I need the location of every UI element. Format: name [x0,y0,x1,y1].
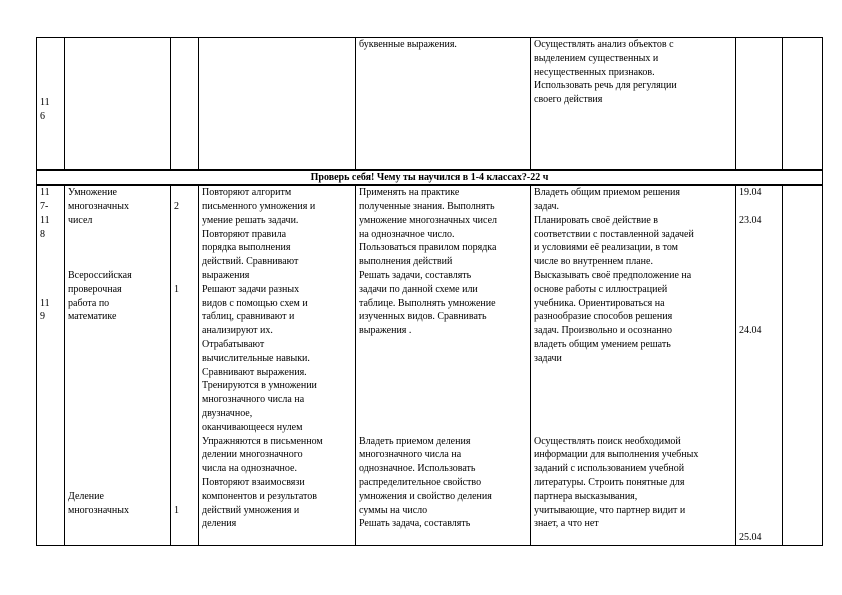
uud-line: Высказывать своё предположение на [534,270,692,282]
planned-result-line: однозначное. Использовать [359,463,476,475]
topic-line: многозначных [68,201,129,213]
date-cell [736,185,783,545]
planned-result-line: задачи по данной схеме или [359,283,478,295]
activity-line: вычислительные навыки. [202,352,310,364]
date-cell [736,38,783,170]
uud-line: литературы. Строить понятные для [534,477,685,489]
topic-line: проверочная [68,283,122,295]
planned-results-cell [356,185,531,545]
lesson-number: 11 [40,187,50,199]
activity-line: Отрабатывают [202,339,265,351]
uud-line: Осуществлять поиск необходимой [534,435,681,447]
uud-line: заданий с использованием учебной [534,463,685,475]
topic-line: Всероссийская [68,270,132,282]
planned-result-line: Пользоваться правилом порядка [359,242,497,254]
activity-line: Сравнивают выражения. [202,366,307,378]
topic-line: математике [68,311,117,323]
hours-value: 1 [174,504,179,516]
fact-date-cell [783,38,823,170]
topic-line: работа по [68,297,110,309]
uud-line: учебника. Ориентироваться на [534,297,665,309]
uud-line: информации для выполнения учебных [534,449,699,461]
uud-line: задач. Произвольно и осознанно [534,325,672,337]
uud-line: несущественных признаков. [534,66,655,78]
lesson-number: 11 [40,97,50,109]
activity-line: Решают задачи разных [202,283,300,295]
uud-line: знает, а что нет [534,518,599,530]
uud-line: Владеть общим приемом решения [534,187,681,199]
activity-line: оканчивающееся нулем [202,421,303,433]
date-value: 25.04 [739,532,762,544]
lesson-number: 9 [40,311,45,323]
activity-line: многозначного числа на [202,394,305,406]
planned-result-line: суммы на число [359,504,428,516]
hours-cell [171,185,199,545]
topic-line: Деление [68,490,104,502]
activity-line: компонентов и результатов [202,490,317,502]
uud-line: Планировать своё действие в [534,214,659,226]
planned-result-line: Решать задачи, составлять [359,270,472,282]
topic-cell [65,185,171,545]
uud-line: задачи [534,352,562,364]
activity-line: Повторяют взаимосвязи [202,477,305,489]
table-row [37,38,823,170]
hours-value: 1 [174,283,179,295]
uud-cell [531,38,736,170]
uud-cell [531,185,736,545]
activity-line: умение решать задачи. [202,214,299,226]
planned-result-line: на однозначное число. [359,228,455,240]
planned-result-line: Владеть приемом деления [359,435,471,447]
lesson-number-cell [37,185,65,545]
activity-line: Тренируются в умножении [202,380,317,392]
table-row [37,185,823,545]
planned-result-line: изученных видов. Сравнивать [359,311,487,323]
uud-line: задач. [534,201,560,213]
activity-line: Повторяют алгоритм [202,187,292,199]
uud-line: владеть общим умением решать [534,339,671,351]
lesson-number: 11 [40,297,50,309]
activity-line: делении многозначного [202,449,303,461]
uud-line: основе работы с иллюстрацией [534,283,668,295]
uud-line: и условиями её реализации, в том [534,242,678,254]
activity-cell [199,185,356,545]
section-title: Проверь себя! Чему ты научился в 1-4 классах?-22 ч [37,170,823,186]
activity-line: порядка выполнения [202,242,291,254]
uud-line: числе во внутреннем плане. [534,256,653,268]
lesson-plan-table [36,37,823,546]
uud-line: Использовать речь для регуляции [534,80,677,92]
planned-result-line: выражения . [359,325,412,337]
activity-line: деления [202,518,237,530]
lesson-number: 6 [40,111,45,123]
topic-cell [65,38,171,170]
activity-line: выражения [202,270,250,282]
uud-line: учитывающие, что партнер видит и [534,504,686,516]
uud-line: своего действия [534,94,603,106]
uud-line: выделением существенных и [534,52,659,64]
planned-result-line: Решать задача, составлять [359,518,471,530]
activity-line: двузначное, [202,408,253,420]
planned-result-line: Применять на практике [359,187,460,199]
activity-line: числа на однозначное. [202,463,297,475]
activity-line: письменного умножения и [202,201,316,213]
activity-line: действий умножения и [202,504,300,516]
lesson-number: 7- [40,201,49,213]
planned-results-cell [356,38,531,170]
planned-result-line: таблице. Выполнять умножение [359,297,496,309]
uud-line: разнообразие способов решения [534,311,673,323]
fact-date-cell [783,185,823,545]
date-value: 23.04 [739,214,762,226]
planned-result-line: умножения и свойство деления [359,490,492,502]
topic-line: многозначных [68,504,129,516]
activity-line: действий. Сравнивают [202,256,299,268]
lesson-number-cell [37,38,65,170]
planned-result-line: многозначного числа на [359,449,462,461]
topic-line: чисел [68,214,93,226]
planned-result-line: выполнения действий [359,256,453,268]
lesson-number: 11 [40,214,50,226]
activity-line: таблиц, сравнивают и [202,311,295,323]
activity-line: Упражняются в письменном [202,435,323,447]
topic-line: Умножение [68,187,117,199]
hours-cell [171,38,199,170]
activity-line: видов с помощью схем и [202,297,308,309]
planned-result-line: полученные знания. Выполнять [359,201,495,213]
date-value: 19.04 [739,187,762,199]
uud-line: соответствии с поставленной задачей [534,228,694,240]
date-value: 24.04 [739,325,762,337]
section-row [37,170,823,186]
hours-value: 2 [174,201,179,213]
planned-result-line: буквенные выражения. [359,39,457,50]
activity-line: Повторяют правила [202,228,287,240]
planned-result-line: умножение многозначных чисел [359,214,497,226]
uud-line: Осуществлять анализ объектов с [534,39,674,50]
activity-cell [199,38,356,170]
activity-line: анализируют их. [202,325,273,337]
lesson-number: 8 [40,228,45,240]
uud-line: партнера высказывания, [534,490,638,502]
planned-result-line: распределительное свойство [359,477,482,489]
